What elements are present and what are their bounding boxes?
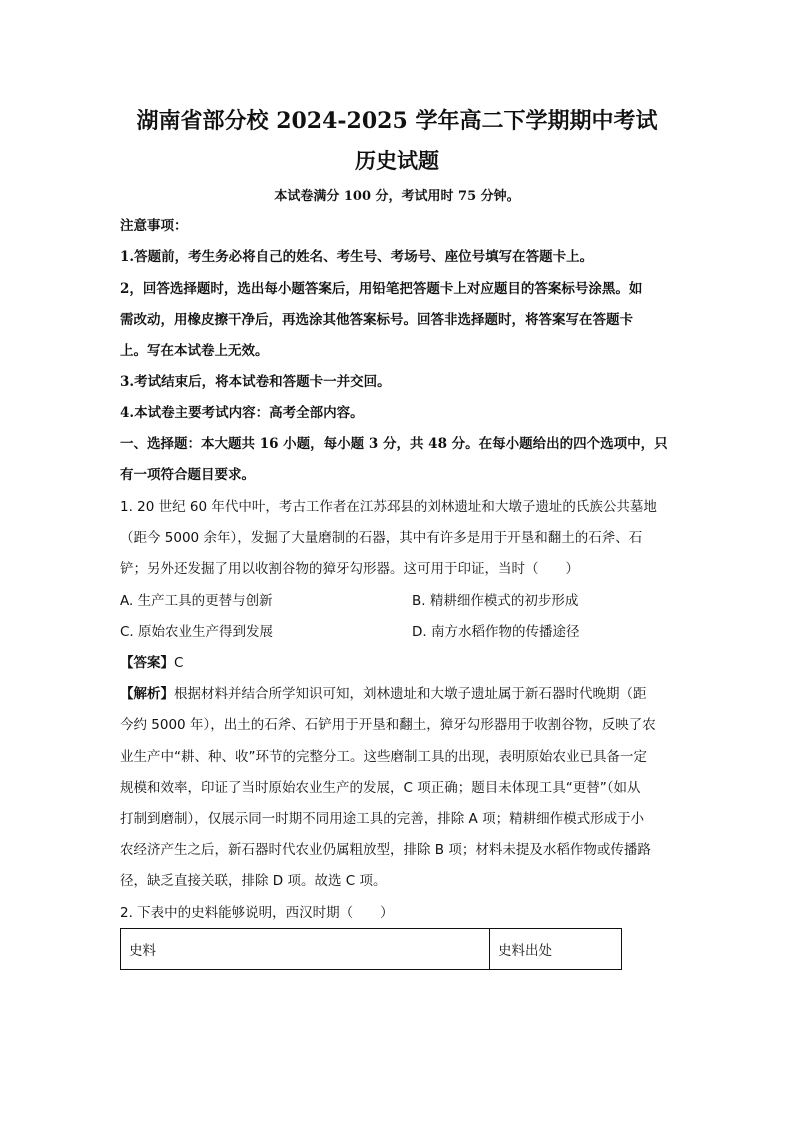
q1-analysis-line-6: 农经济产生之后，新石器时代农业仍属粗放型，排除 B 项；材料未提及水稻作物或传播路 xyxy=(120,842,651,858)
table-header-source: 史料 xyxy=(121,929,490,970)
table-row xyxy=(121,929,622,970)
notice-heading: 注意事项： xyxy=(120,218,188,234)
notice-item-2-line-3: 上。写在本试卷上无效。 xyxy=(120,343,269,359)
notice-item-1: 1.答题前，考生务必将自己的姓名、考生号、考场号、座位号填写在答题卡上。 xyxy=(120,249,594,265)
section-heading-line-1: 一、选择题：本大题共 16 小题，每小题 3 分，共 48 分。在每小题给出的四个选项中，只 xyxy=(120,436,668,452)
notice-item-3: 3.考试结束后，将本试卷和答题卡一并交回。 xyxy=(120,374,391,390)
q1-analysis-line-3: 业生产中“耕、种、收”环节的完整分工。这些磨制工具的出现，表明原始农业已具备一定 xyxy=(120,749,647,765)
q1-option-d: D. 南方水稻作物的传播途径 xyxy=(412,624,580,640)
exam-info: 本试卷满分 100 分，考试用时 75 分钟。 xyxy=(274,189,520,204)
notice-item-2-line-2: 需改动，用橡皮擦干净后，再选涂其他答案标号。回答非选择题时，将答案写在答题卡 xyxy=(120,312,633,328)
q2-stem: 2. 下表中的史料能够说明，西汉时期（ ） xyxy=(120,905,394,921)
analysis-text: 根据材料并结合所学知识可知，刘林遗址和大墩子遗址属于新石器时代晚期（距 xyxy=(174,686,647,702)
analysis-label: 【解析】 xyxy=(120,686,174,702)
q1-analysis-line-2: 今约 5000 年），出土的石斧、石铲用于开垦和翻土，獐牙勾形器用于收割谷物，反映了农 xyxy=(120,717,656,733)
q1-option-c: C. 原始农业生产得到发展 xyxy=(120,624,274,640)
q1-option-a: A. 生产工具的更替与创新 xyxy=(120,593,273,609)
q1-answer xyxy=(120,648,676,679)
answer-label: 【答案】 xyxy=(120,655,174,671)
section-heading-line-2: 有一项符合题目要求。 xyxy=(120,467,255,483)
notice-item-4: 4.本试卷主要考试内容：高考全部内容。 xyxy=(120,405,364,421)
table-header-origin: 史料出处 xyxy=(490,929,622,970)
answer-value: C xyxy=(174,655,184,671)
q1-stem-line-2: （距今 5000 余年），发掘了大量磨制的石器，其中有许多是用于开垦和翻土的石斧、石 xyxy=(120,530,643,546)
subject-title: 历史试题 xyxy=(355,148,439,173)
q1-analysis-line-5: 打制到磨制），仅展示同一时期不同用途工具的完善，排除 A 项；精耕细作模式形成于小 xyxy=(120,811,645,827)
q1-stem-line-3: 铲；另外还发掘了用以收割谷物的獐牙勾形器。这可用于印证，当时（ ） xyxy=(120,561,579,577)
q1-analysis-line-4: 规模和效率，印证了当时原始农业生产的发展，C 项正确；题目未体现工具“更替”（如从 xyxy=(120,780,641,796)
notice-item-2-line-1: 2，回答选择题时，选出每小题答案后，用铅笔把答题卡上对应题目的答案标号涂黑。如 xyxy=(120,281,643,297)
q1-option-b: B. 精耕细作模式的初步形成 xyxy=(412,593,579,609)
exam-title: 湖南省部分校 2024-2025 学年高二下学期期中考试 xyxy=(136,108,658,134)
q1-stem-line-1: 1. 20 世纪 60 年代中叶，考古工作者在江苏邳县的刘林遗址和大墩子遗址的氏族公共墓地 xyxy=(120,499,657,515)
q1-analysis-line-7: 径，缺乏直接关联，排除 D 项。故选 C 项。 xyxy=(120,873,387,889)
q1-analysis-line-1 xyxy=(120,679,676,710)
source-table xyxy=(120,928,622,970)
